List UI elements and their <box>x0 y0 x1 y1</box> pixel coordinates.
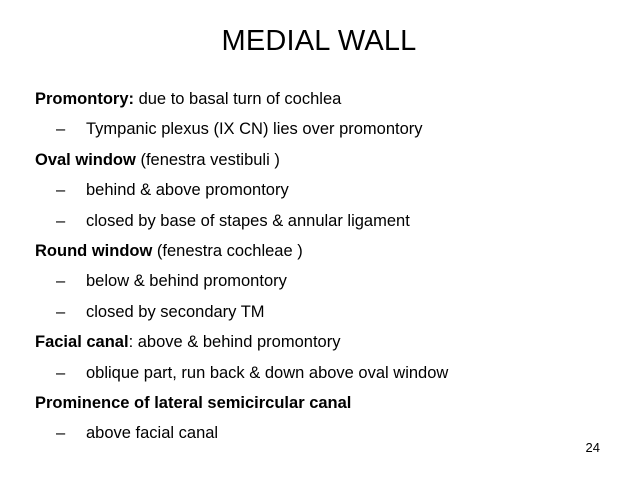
sub-bullet-item <box>35 119 625 149</box>
sub-bullet-item <box>35 180 625 210</box>
bullet-text: due to basal turn of cochlea <box>134 90 342 108</box>
sub-bullet-text: Tympanic plexus (IX CN) lies over promontory <box>86 120 423 139</box>
sub-bullet-item <box>35 363 625 393</box>
dash-marker: – <box>56 272 66 291</box>
slide-body <box>35 89 625 454</box>
bullet-term: Facial canal <box>35 333 129 352</box>
bullet-item <box>35 150 625 180</box>
bullet-item <box>35 393 625 423</box>
sub-bullet-text: below & behind promontory <box>86 272 287 291</box>
bullet-term: Oval window <box>35 150 136 169</box>
slide-title: MEDIAL WALL <box>221 25 417 57</box>
dash-marker: – <box>56 181 66 200</box>
sub-bullet-text: oblique part, run back & down above oval window <box>86 363 449 382</box>
dash-marker: – <box>56 211 66 230</box>
bullet-term: Promontory: <box>35 90 134 108</box>
bullet-term: Round window <box>35 241 153 260</box>
sub-bullet-text: closed by secondary TM <box>86 302 265 321</box>
sub-bullet-item <box>35 271 625 301</box>
bullet-text: (fenestra cochleae ) <box>152 241 303 260</box>
sub-bullet-item <box>35 211 625 241</box>
bullet-item <box>35 241 625 271</box>
dash-marker: – <box>56 120 66 139</box>
sub-bullet-item <box>35 302 625 332</box>
sub-bullet-item <box>35 423 625 453</box>
dash-marker: – <box>56 302 66 321</box>
bullet-term: Prominence of lateral semicircular canal <box>35 393 352 412</box>
bullet-text: : above & behind promontory <box>128 333 341 352</box>
bullet-item <box>35 332 625 362</box>
bullet-text: (fenestra vestibuli ) <box>135 150 280 169</box>
sub-bullet-text: behind & above promontory <box>86 181 289 200</box>
sub-bullet-text: above facial canal <box>86 424 219 443</box>
dash-marker: – <box>56 424 66 443</box>
page-number: 24 <box>585 440 600 455</box>
sub-bullet-text: closed by base of stapes & annular ligament <box>86 211 410 230</box>
dash-marker: – <box>56 363 66 382</box>
bullet-item <box>35 89 625 119</box>
